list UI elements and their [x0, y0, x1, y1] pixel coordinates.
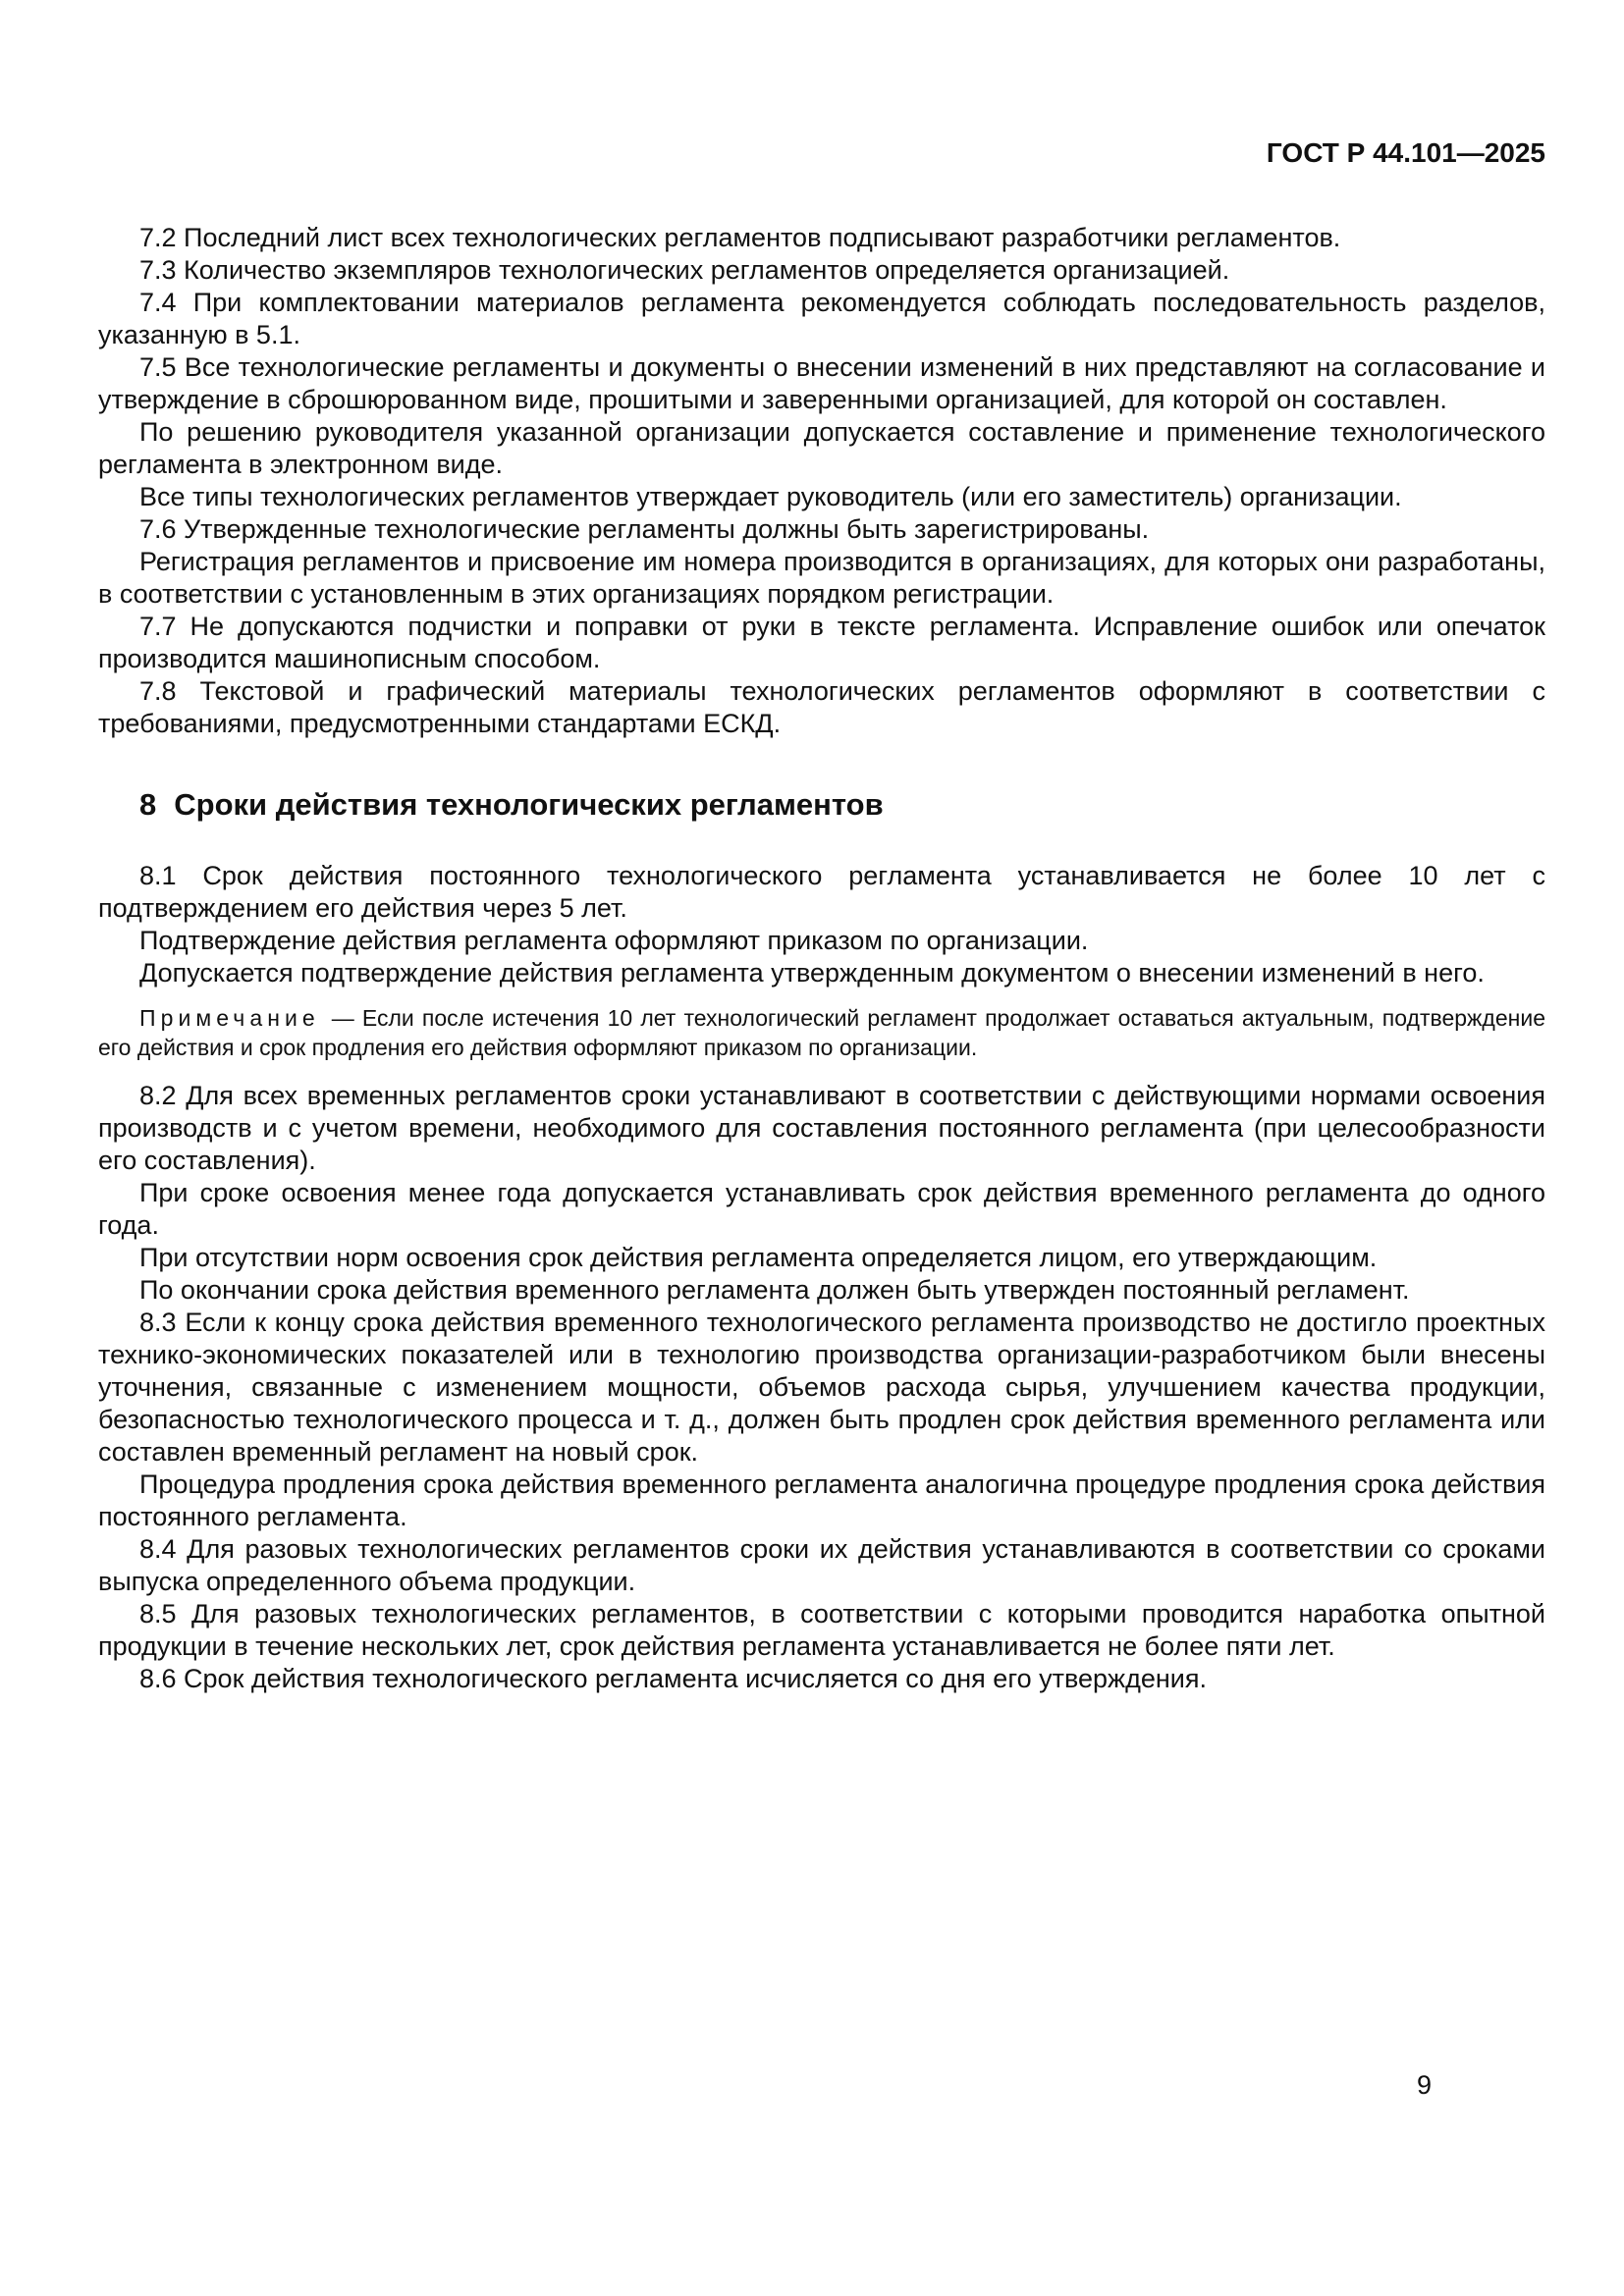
paragraph: 7.2 Последний лист всех технологических регламентов подписывают разработчики регламентов. — [139, 223, 1341, 252]
paragraph: 7.7 Не допускаются подчистки и поправки от руки в тексте регламента. Исправление ошибок или опечаток производится машинописным способом. — [98, 612, 1545, 673]
section-8-heading — [98, 787, 1545, 823]
paragraph: 7.4 При комплектовании материалов регламента рекомендуется соблюдать последовательность разделов, указанную в 5.1. — [98, 288, 1545, 349]
section-8-paragraphs-before-note — [98, 860, 1545, 989]
document-body — [98, 222, 1545, 1695]
note-text: — Если после истечения 10 лет технологический регламент продолжает оставаться актуальным, подтверждение его действия и срок продления его действия оформляют приказом по организации. — [98, 1005, 1545, 1060]
paragraph: 7.5 Все технологические регламенты и документы о внесении изменений в них представляют на согласование и утверждение в сброшюрованном виде, прошитыми и заверенными организацией, для которой он составлен. — [98, 352, 1545, 414]
paragraph: Все типы технологических регламентов утверждает руководитель (или его заместитель) организации. — [139, 482, 1402, 511]
paragraph: 8.6 Срок действия технологического регламента исчисляется со дня его утверждения. — [139, 1664, 1207, 1693]
paragraph: При сроке освоения менее года допускается устанавливать срок действия временного регламента до одного года. — [98, 1178, 1545, 1240]
page-header — [98, 137, 1545, 169]
note-block — [98, 1003, 1545, 1062]
note-label: Примечание — [139, 1005, 320, 1031]
paragraph: По окончании срока действия временного регламента должен быть утвержден постоянный регламент. — [139, 1275, 1410, 1305]
section-7-paragraphs — [98, 222, 1545, 740]
paragraph: Процедура продления срока действия временного регламента аналогична процедуре продления срока действия постоянного регламента. — [98, 1469, 1545, 1531]
paragraph: Подтверждение действия регламента оформляют приказом по организации. — [139, 926, 1089, 955]
paragraph: Регистрация регламентов и присвоение им номера производится в организациях, для которых они разработаны, в соответствии с установленным в этих организациях порядком регистрации. — [98, 547, 1545, 609]
paragraph: 8.1 Срок действия постоянного технологического регламента устанавливается не более 10 лет с подтверждением его действия через 5 лет. — [98, 861, 1545, 923]
paragraph: При отсутствии норм освоения срок действия регламента определяется лицом, его утверждающим. — [139, 1243, 1378, 1272]
paragraph: 7.3 Количество экземпляров технологических регламентов определяется организацией. — [139, 255, 1230, 285]
paragraph: По решению руководителя указанной организации допускается составление и применение технологического регламента в электронном виде. — [98, 417, 1545, 479]
section-8-number: 8 — [139, 787, 157, 822]
page-number: 9 — [1416, 2070, 1432, 2100]
page-footer — [1417, 2069, 1432, 2102]
paragraph: 8.2 Для всех временных регламентов сроки устанавливают в соответствии с действующими нормами освоения производств и с учетом времени, необходимого для составления постоянного регламента (при целесообразности его составления). — [98, 1081, 1545, 1175]
paragraph: 8.3 Если к концу срока действия временного технологического регламента производство не достигло проектных технико-экономических показателей или в технологию производства организации-разработчиком были внесены уточнения, связанные с изменением мощности, объемов расхода сырья, улучшением качества продукции, безопасностью технологического процесса и т. д., должен быть продлен срок действия временного регламента или составлен временный регламент на новый срок. — [98, 1308, 1545, 1467]
paragraph: 7.6 Утвержденные технологические регламенты должны быть зарегистрированы. — [139, 514, 1150, 544]
paragraph: 8.5 Для разовых технологических регламентов, в соответствии с которыми проводится наработка опытной продукции в течение нескольких лет, срок действия регламента устанавливается не более пяти лет. — [98, 1599, 1545, 1661]
section-8-paragraphs-after-note — [98, 1080, 1545, 1695]
paragraph: 8.4 Для разовых технологических регламентов сроки их действия устанавливаются в соответствии со сроками выпуска определенного объема продукции. — [98, 1534, 1545, 1596]
paragraph: 7.8 Текстовой и графический материалы технологических регламентов оформляют в соответствии с требованиями, предусмотренными стандартами ЕСКД. — [98, 676, 1545, 738]
paragraph: Допускается подтверждение действия регламента утвержденным документом о внесении изменений в него. — [139, 958, 1485, 988]
document-code: ГОСТ Р 44.101—2025 — [1266, 137, 1545, 168]
section-8-title: Сроки действия технологических регламентов — [174, 787, 884, 822]
